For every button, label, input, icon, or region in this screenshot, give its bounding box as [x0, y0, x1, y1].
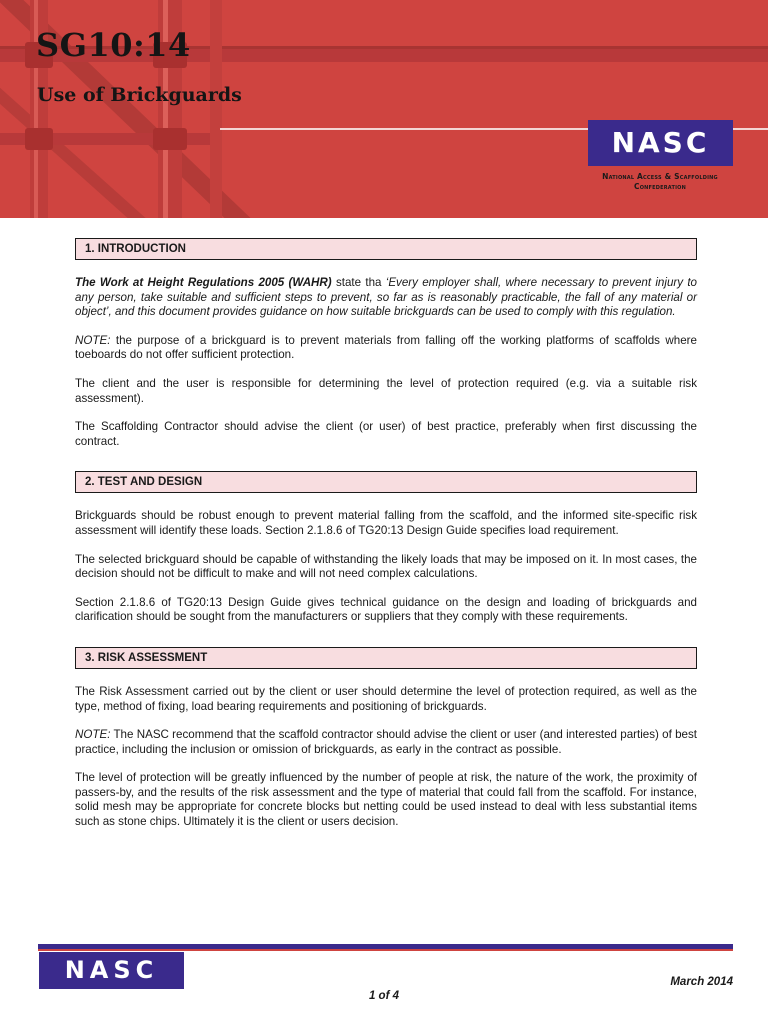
document-title: Use of Brickguards	[37, 84, 242, 106]
note-text: the purpose of a brickguard is to prevent materials from falling off the working platforms of scaffolds where toeboards do not offer sufficient protection.	[75, 333, 697, 362]
header-banner	[0, 0, 768, 218]
intro-mid-text: state tha	[331, 276, 386, 289]
section-heading-introduction: 1. INTRODUCTION	[75, 238, 697, 260]
note-paragraph	[75, 334, 697, 363]
footer-divider-accent	[38, 949, 733, 951]
organisation-name-line1: National Access & Scaffolding	[602, 172, 718, 181]
regulation-quote: ‘Every employer shall, where necessary to prevent injury to any person, take suitable and sufficient steps to prevent, so far as is reasonably practicable, the fall of any material or object’, and this document provides guidance on how suitable brickguards can be used to comply with this regulation.	[75, 276, 698, 319]
page-number: 1 of 4	[368, 990, 400, 1002]
paragraph: The Scaffolding Contractor should advise the client (or user) of best practice, preferably when first discussing the contract.	[75, 420, 697, 448]
section-heading-test-and-design: 2. TEST AND DESIGN	[75, 471, 697, 493]
paragraph: The selected brickguard should be capable of withstanding the likely loads that may be imposed on it. In most cases, the decision should not be difficult to make and will not need complex calculations.	[75, 552, 697, 581]
paragraph: The Risk Assessment carried out by the client or user should determine the level of protection required, as well as the type, method of fixing, load bearing requirements and positioning of brickguards.	[75, 684, 697, 713]
document-body	[75, 238, 697, 830]
section-heading-risk-assessment: 3. RISK ASSESSMENT	[75, 647, 697, 669]
note-paragraph	[75, 728, 697, 757]
regulation-name: The Work at Height Regulations 2005 (WAHR)	[75, 276, 332, 289]
note-label: NOTE:	[75, 728, 111, 742]
publication-date: March 2014	[670, 976, 733, 988]
document-code: SG10:14	[36, 26, 191, 64]
footer-nasc-logo: NASC	[39, 952, 184, 989]
note-text: The NASC recommend that the scaffold contractor should advise the client or user (and interested parties) of best practice, including the inclusion or omission of brickguards, as early in the contract as possible.	[75, 728, 697, 756]
note-label: NOTE:	[75, 333, 111, 347]
nasc-logo: NASC	[588, 120, 733, 166]
intro-paragraph	[75, 276, 697, 320]
organisation-name-line2: Confederation	[634, 182, 686, 191]
paragraph: The client and the user is responsible for determining the level of protection required (e.g. via a suitable risk assessment).	[75, 376, 697, 405]
organisation-name	[570, 172, 750, 192]
paragraph: Brickguards should be robust enough to prevent material falling from the scaffold, and the informed site-specific risk assessment will identify these loads. Section 2.1.8.6 of TG20:13 Design Guide specifies load requirement.	[75, 509, 697, 537]
paragraph: The level of protection will be greatly influenced by the number of people at risk, the nature of the work, the proximity of passers-by, and the results of the risk assessment and the type of material that could fall from the scaffold. For instance, solid mesh may be appropriate for concrete blocks but netting could be used instead to deal with less substantial items such as stone chips. Ultimately it is the client or users decision.	[75, 771, 697, 829]
paragraph: Section 2.1.8.6 of TG20:13 Design Guide gives technical guidance on the design and loading of brickguards and clarification should be sought from the manufacturers or suppliers that they comply with these requirements.	[75, 595, 697, 624]
